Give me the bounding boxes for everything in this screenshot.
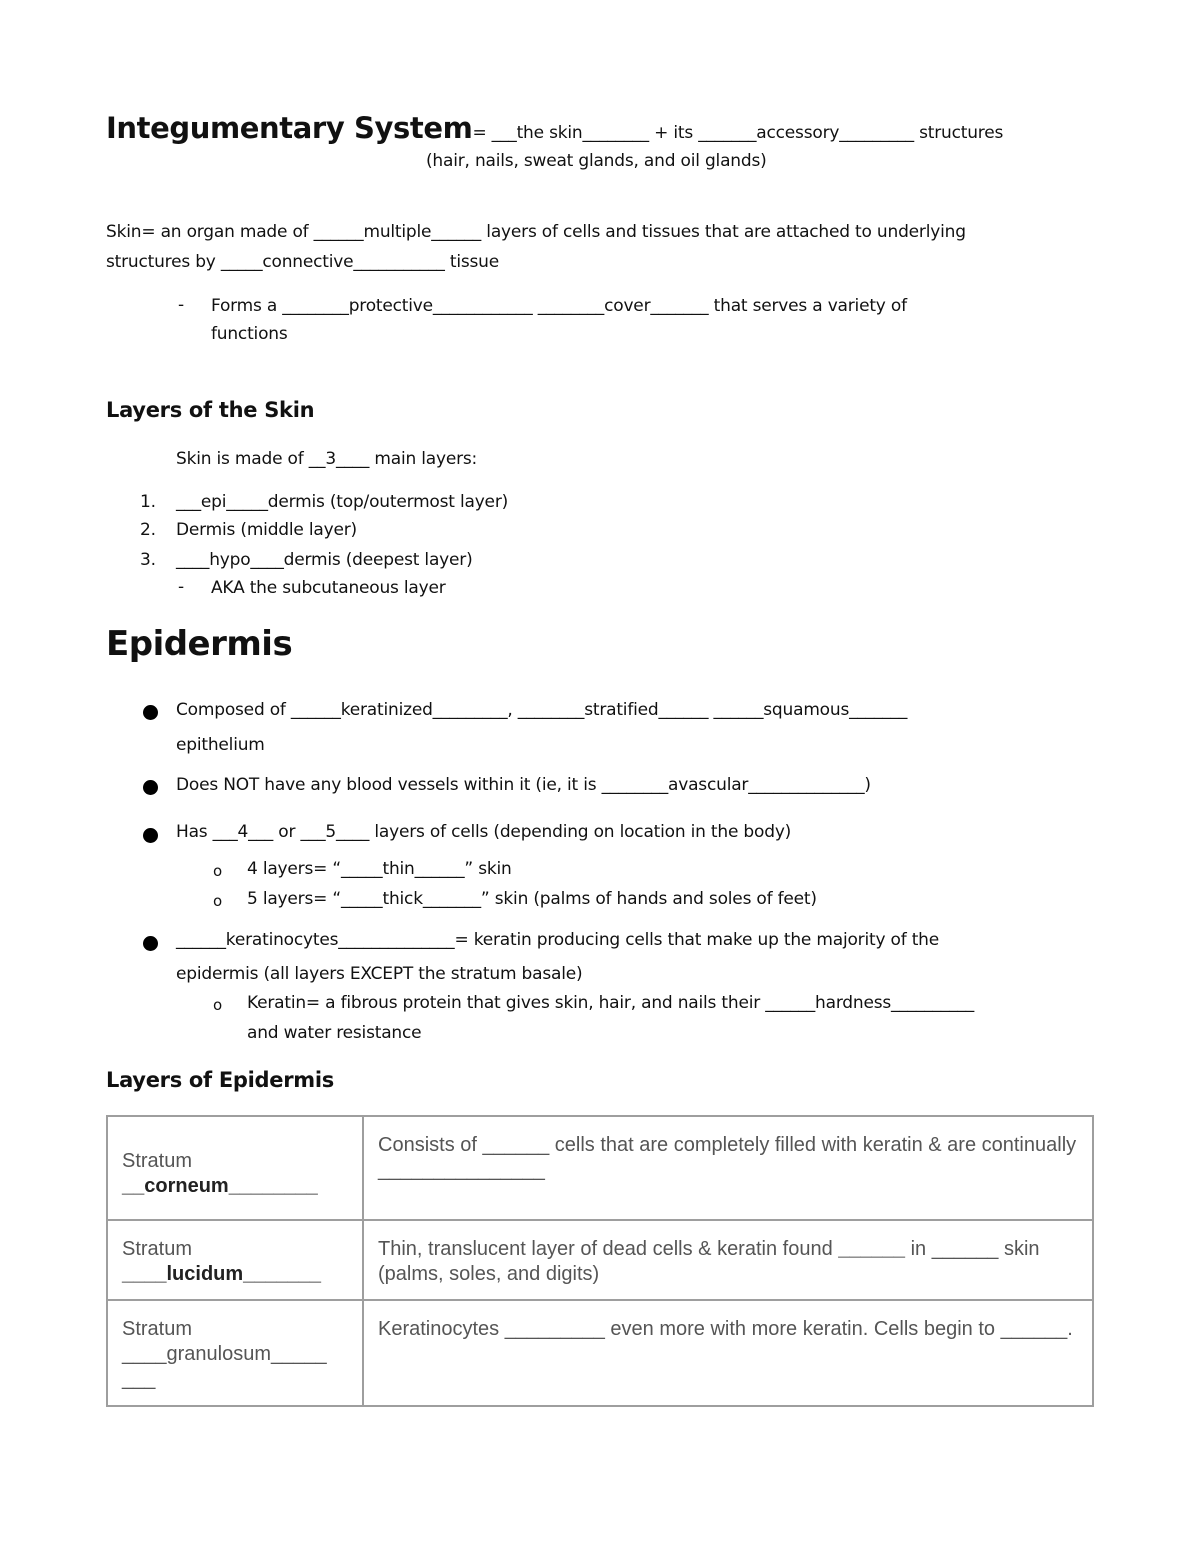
sub-bullet-marker: o — [213, 892, 223, 910]
layer-description-cell — [363, 1220, 1093, 1300]
epidermis-composition-line1: Composed of ______keratinized_________, ________stratified______ ______squamous_______ — [176, 700, 908, 720]
layer-label: Stratum — [122, 1150, 193, 1172]
skin-function-line2: functions — [211, 324, 288, 344]
skin-function-line1: Forms a ________protective____________ ________cover_______ that serves a variety of — [211, 296, 907, 316]
keratin-definition-line2: and water resistance — [247, 1023, 422, 1043]
epidermis-avascular: Does NOT have any blood vessels within it (ie, it is ________avascular______________) — [176, 775, 871, 795]
dash-marker: - — [178, 577, 185, 597]
sub-bullet-marker: o — [213, 996, 223, 1014]
table-row — [107, 1116, 1093, 1220]
epidermis-cell-layers: Has ___4___ or ___5____ layers of cells (depending on location in the body) — [176, 822, 792, 842]
layer-name-cell — [107, 1300, 363, 1406]
list-number: 1. — [140, 492, 156, 512]
layer-description — [378, 1221, 1078, 1287]
keratin-definition-line1: Keratin= a fibrous protein that gives skin, hair, and nails their ______hardness__________ — [247, 993, 975, 1013]
layer-description: Consists of ______ cells that are completely filled with keratin & are continually _______________ — [378, 1134, 1077, 1181]
list-item-epidermis: ___epi_____dermis (top/outermost layer) — [176, 492, 509, 512]
bullet-icon — [143, 936, 158, 951]
layer-description-part: in ______ skin (palms, soles, and digits) — [378, 1238, 1040, 1285]
layer-description-blank: ______ — [838, 1238, 906, 1260]
list-number: 3. — [140, 550, 156, 570]
dash-marker: - — [178, 295, 185, 315]
layer-description: Keratinocytes _________ even more with more keratin. Cells begin to ______. — [378, 1318, 1073, 1340]
bullet-icon — [143, 780, 158, 795]
skin-definition-line2: structures by _____connective___________ tissue — [106, 252, 500, 272]
title-definition: = ___the skin________ + its _______accessory_________ structures — [472, 123, 1004, 143]
layer-name-lucidum: ____lucidum_______ — [122, 1263, 322, 1285]
list-item-dermis: Dermis (middle layer) — [176, 520, 357, 540]
page-title: Integumentary System — [106, 111, 473, 145]
table-row — [107, 1220, 1093, 1300]
subcutaneous-note: AKA the subcutaneous layer — [211, 578, 446, 598]
layer-name-cell — [107, 1220, 363, 1300]
epidermis-heading: Epidermis — [106, 624, 293, 664]
layers-of-epidermis-heading: Layers of Epidermis — [106, 1068, 334, 1092]
layers-intro: Skin is made of __3____ main layers: — [176, 449, 478, 469]
layer-name-corneum: __corneum________ — [122, 1175, 318, 1197]
layer-label: Stratum — [122, 1318, 193, 1340]
layer-label: Stratum — [122, 1238, 193, 1260]
bullet-icon — [143, 828, 158, 843]
layer-description-cell — [363, 1300, 1093, 1406]
table-row — [107, 1300, 1093, 1406]
list-item-hypodermis: ____hypo____dermis (deepest layer) — [176, 550, 473, 570]
layers-of-skin-heading: Layers of the Skin — [106, 398, 315, 422]
thin-skin-item: 4 layers= “_____thin______” skin — [247, 859, 512, 879]
layer-description-cell — [363, 1116, 1093, 1220]
keratinocytes-line1: ______keratinocytes______________= keratin producing cells that make up the majority of the — [176, 930, 940, 950]
list-number: 2. — [140, 520, 156, 540]
title-line — [106, 111, 1003, 145]
epidermis-composition-line2: epithelium — [176, 735, 265, 755]
thick-skin-item: 5 layers= “_____thick_______” skin (palms of hands and soles of feet) — [247, 889, 817, 909]
skin-definition-line1: Skin= an organ made of ______multiple______ layers of cells and tissues that are attached to underlying — [106, 222, 966, 242]
layer-name-granulosum: ____granulosum_____ — [122, 1343, 327, 1365]
sub-bullet-marker: o — [213, 862, 223, 880]
layer-name-granulosum-cont: ___ — [122, 1368, 156, 1390]
keratinocytes-line2: epidermis (all layers EXCEPT the stratum basale) — [176, 964, 583, 984]
epidermis-layers-table — [106, 1115, 1094, 1407]
layer-name-cell — [107, 1116, 363, 1220]
bullet-icon — [143, 705, 158, 720]
title-subtitle: (hair, nails, sweat glands, and oil glands) — [426, 151, 767, 171]
layer-description-part: Thin, translucent layer of dead cells & keratin found — [378, 1238, 839, 1260]
